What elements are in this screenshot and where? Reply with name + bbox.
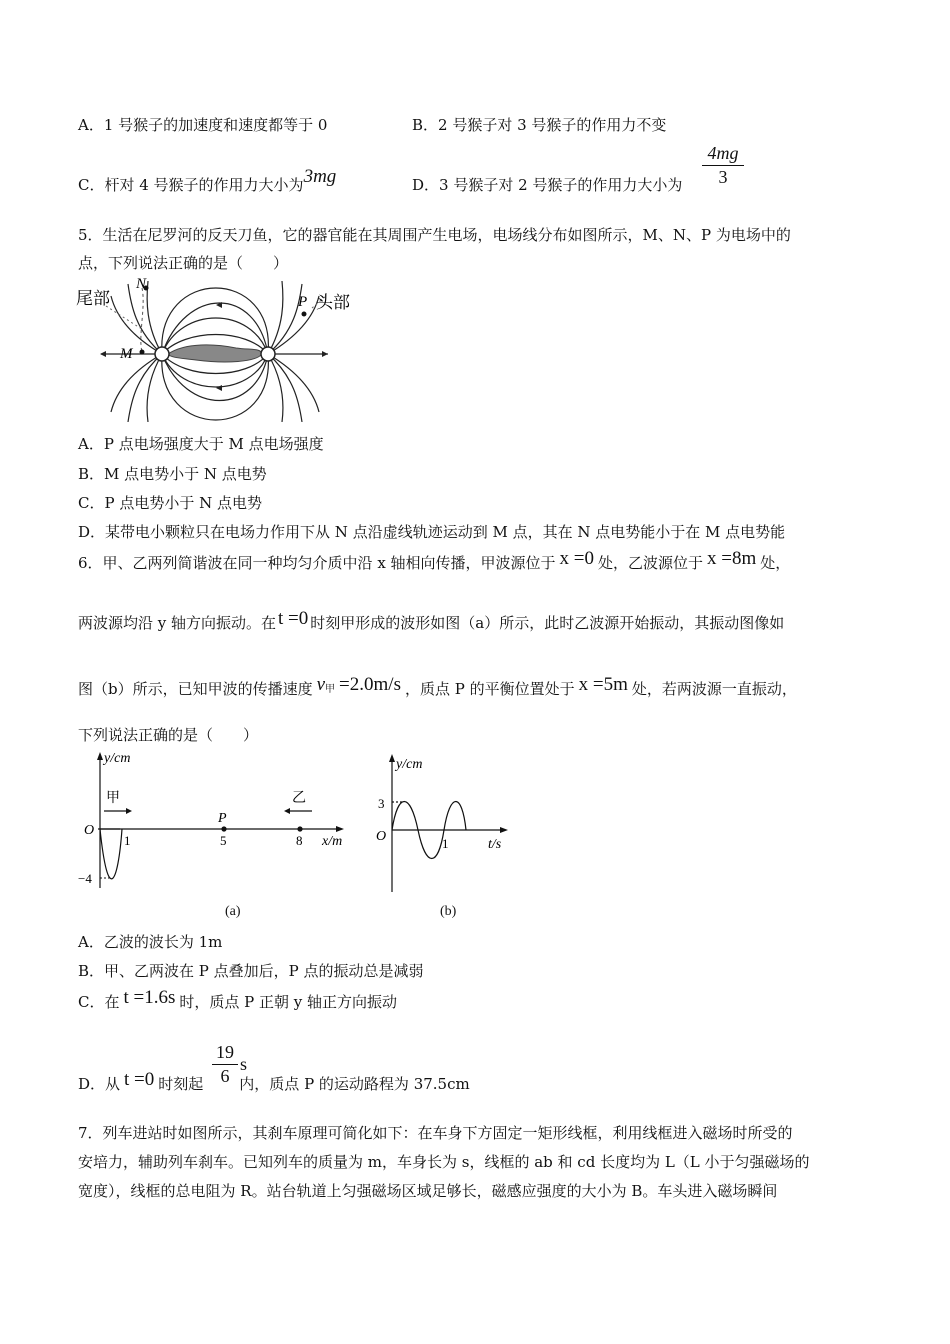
fig-a-yi: 乙	[292, 791, 306, 806]
fig-a-tick-8: 8	[296, 833, 303, 848]
fig-a-yval: −4	[78, 871, 92, 886]
q6-option-a: A．乙波的波长为 1m	[78, 933, 223, 951]
q6-d-fraction	[212, 1042, 238, 1087]
q6-option-c: C．在 t =1.6s 时，质点 P 正朝 y 轴正方向振动	[78, 987, 398, 1011]
q4-option-c-math: 3mg	[303, 166, 337, 187]
q6-d-numerator: 19	[216, 1042, 234, 1062]
vibration-figure-b	[370, 752, 520, 898]
q7-line2: 安培力，辅助列车刹车。已知列车的质量为 m，车身长为 s，线框的 ab 和 cd 长度均为 L（L 小于匀强磁场的	[78, 1153, 810, 1171]
fig-a-tick-1: 1	[124, 833, 131, 848]
fig-label-n: N	[136, 276, 147, 292]
q6-d-unit: s	[240, 1054, 248, 1074]
q4-option-d: D．3 号猴子对 2 号猴子的作用力大小为	[412, 176, 683, 194]
q7-line1: 7．列车进站时如图所示，其刹车原理可简化如下：在车身下方固定一矩形线框，利用线框进入磁场时所受的	[78, 1124, 793, 1142]
q5-stem-line1: 5．生活在尼罗河的反天刀鱼，它的器官能在其周围产生电场，电场线分布如图所示，M、N、P 为电场中的	[78, 226, 791, 244]
fig-label-p: P	[298, 294, 308, 310]
fig-a-jia: 甲	[106, 791, 120, 806]
fig-a-origin: O	[84, 823, 95, 838]
q7-line3: 宽度），线框的总电阻为 R。站台轨道上匀强磁场区域足够长，磁感应强度的大小为 B。车头进入磁场瞬间	[78, 1182, 778, 1200]
fig-a-ylabel: y/cm	[104, 751, 131, 766]
electric-field-figure	[76, 276, 366, 422]
q6-stem-line2: 两波源均沿 y 轴方向振动。在 t =0 时刻甲形成的波形如图（a）所示，此时乙波源开始振动，其振动图像如	[78, 608, 785, 632]
q4-d-denominator: 3	[718, 167, 728, 187]
fig-label-m: M	[120, 346, 133, 362]
q6-option-b: B．甲、乙两波在 P 点叠加后，P 点的振动总是减弱	[78, 962, 424, 980]
fig-a-xlabel: x/m	[322, 834, 343, 849]
q6-d-denominator: 6	[220, 1066, 230, 1086]
q4-option-c: C．杆对 4 号猴子的作用力大小为3mg	[78, 166, 337, 194]
q6-stem-line3: 图（b）所示，已知甲波的传播速度 v甲 =2.0m/s ，质点 P 的平衡位置处于 x =5m 处，若两波源一直振动，	[78, 674, 797, 698]
q5-stem-line2: 点，下列说法正确的是（ ）	[78, 254, 289, 272]
fig-b-ytick: 3	[378, 796, 385, 811]
fig-a-tick-5: 5	[220, 833, 227, 848]
fig-a-p: P	[218, 811, 227, 826]
fig-label-tail: 尾部	[76, 289, 110, 308]
q6-stem-line1: 6．甲、乙两列简谐波在同一种均匀介质中沿 x 轴相向传播，甲波源位于 x =0 处，乙波源位于 x =8m 处，	[78, 548, 791, 572]
q4-option-a: A．1 号猴子的加速度和速度都等于 0	[78, 116, 328, 134]
fig-label-head: 头部	[316, 293, 350, 312]
q4-option-b: B．2 号猴子对 3 号猴子的作用力不变	[412, 116, 667, 134]
fig-b-xlabel: t/s	[488, 837, 502, 852]
q4-d-numerator: 4mg	[707, 143, 739, 163]
fig-b-ylabel: y/cm	[396, 757, 423, 772]
fig-b-caption: (b)	[440, 904, 457, 919]
q5-option-b: B．M 点电势小于 N 点电势	[78, 465, 267, 483]
q4-option-d-fraction	[702, 143, 744, 188]
wave-figure-a	[78, 748, 358, 898]
fig-a-caption: (a)	[225, 904, 241, 919]
q6-option-d: D．从 t =0 时刻起 内，质点 P 的运动路程为 37.5cm	[78, 1069, 470, 1093]
q6-stem-line4: 下列说法正确的是（ ）	[78, 726, 259, 744]
q5-option-c: C．P 点电势小于 N 点电势	[78, 494, 262, 512]
q5-option-a: A．P 点电场强度大于 M 点电场强度	[78, 435, 324, 453]
q5-option-d: D．某带电小颗粒只在电场力作用下从 N 点沿虚线轨迹运动到 M 点，其在 N 点电势能小于在 M 点电势能	[78, 523, 786, 541]
fig-b-xtick: 1	[442, 836, 449, 851]
fig-b-origin: O	[376, 829, 387, 844]
